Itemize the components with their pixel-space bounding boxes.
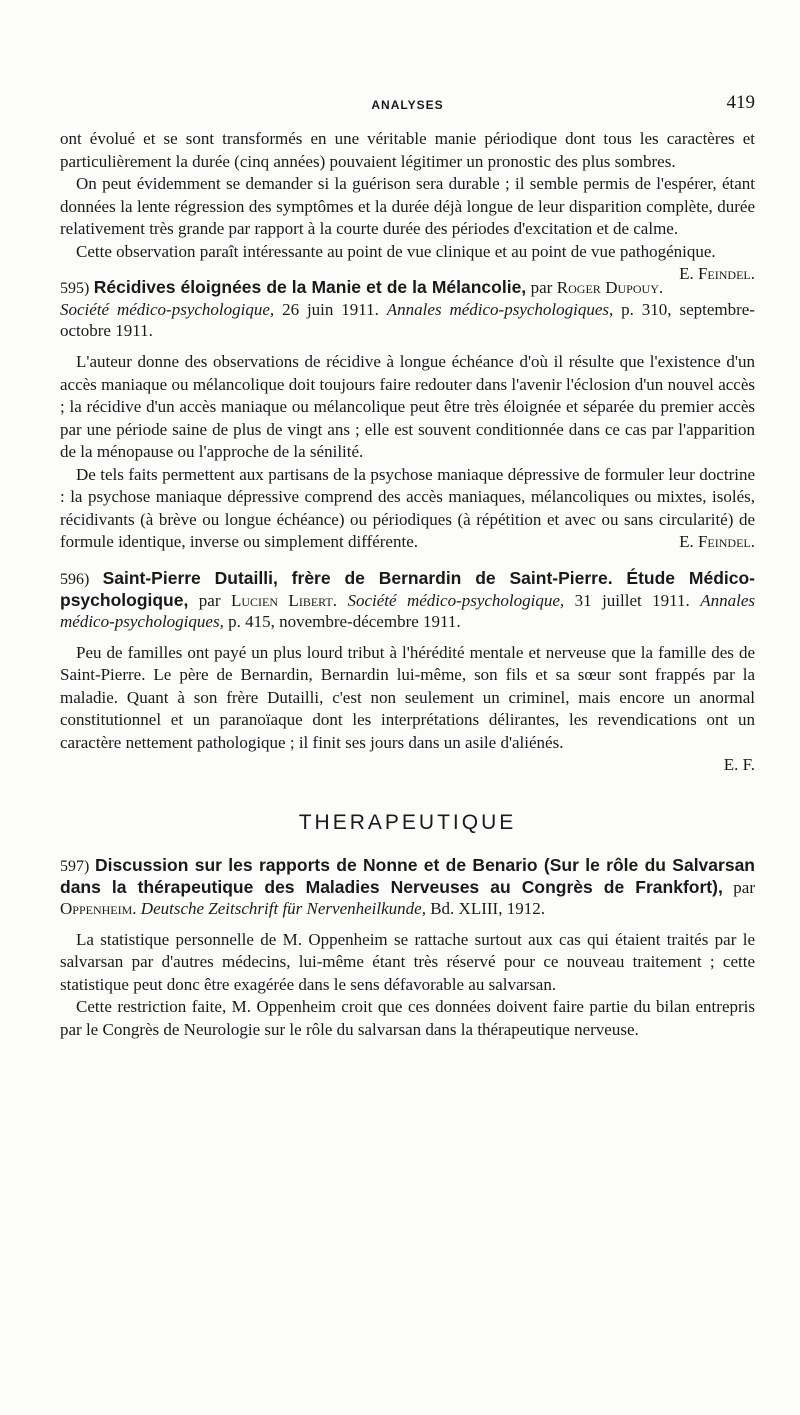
page (60, 92, 755, 1041)
intro-paragraph-3: Cette observation paraît intéressante au point de vue clinique et au point de vue pathogénique. E. Feindel. (60, 241, 755, 264)
entry-source: Société médico-psychologique, (60, 300, 275, 319)
entry-597 (60, 855, 755, 1042)
entry-number: 596) (60, 570, 90, 588)
entry-number: 595) (60, 280, 90, 297)
page-header (60, 92, 755, 122)
intro-paragraph-1: ont évolué et se sont transformés en une véritable manie périodique dont tous les caractères et particulièrement la durée (cinq années) pouvaient légitimer un pronostic des plus sombres. (60, 129, 755, 171)
intro-paragraph-2: On peut évidemment se demander si la guérison sera durable ; il semble permis de l'espérer, étant données la lente régression des symptômes et la durée déjà longue de leur disparition complète, durée relativement très grande par rapport à la courte durée des périodes d'excitation et de calme. (60, 174, 755, 238)
entry-title: Récidives éloignées de la Manie et de la Mélancolie, (93, 277, 527, 297)
signature: E. F. (723, 755, 755, 774)
section-heading: THERAPEUTIQUE (298, 810, 517, 834)
intro-section (60, 128, 755, 283)
entry-journal: Annales médico-psychologiques, (386, 300, 614, 319)
entry-source: Deutsche Zeitschrift für Nervenheilkunde, (140, 898, 426, 918)
entry-paragraph-2: Cette restriction faite, M. Oppenheim croit que ces données doivent faire partie du bilan entrepris par le Congrès de Neurologie sur le rôle du salvarsan dans la thérapeutique nerveuse. (60, 997, 755, 1039)
signature: E. Feindel. (679, 532, 755, 551)
entry-596 (60, 568, 755, 777)
entry-author: Roger Dupouy. (556, 278, 664, 297)
entry-author: Oppenheim. (60, 898, 137, 918)
entry-paragraph-1: L'auteur donne des observations de récidive à longue échéance d'où il résulte que l'existence d'un accès maniaque ou mélancolique doit toujours faire redouter dans l'avenir l'éclosion d'un nouvel accès ; la récidive d'un accès maniaque ou mélancolique peut être très éloignée et séparée du premier accès par une période saine de plus de vingt ans ; elle est souvent conditionnée dans ce cas par l'apparition de la ménopause ou l'approche de la sénilité. (60, 352, 755, 461)
signature: E. Feindel. (679, 264, 755, 283)
entry-author: Lucien Libert. (230, 590, 338, 610)
entry-source: Société médico-psychologique, (347, 590, 565, 610)
entry-595 (60, 277, 755, 554)
running-title: ANALYSES (371, 98, 444, 112)
entry-title: Saint-Pierre Dutailli, frère de Bernardin de Saint-Pierre. Étude Médico-psychologique, (60, 567, 755, 610)
entry-title: Discussion sur les rapports de Nonne et de Benario (Sur le rôle du Salvarsan dans la thérapeutique des Maladies Nerveuses au Congrès de Frankfort), (60, 854, 755, 897)
entry-heading: 597) Discussion sur les rapports de Nonne et de Benario (Sur le rôle du Salvarsan dans la thérapeutique des Maladies Nerveuses au Congrès de Frankfort), par Oppenheim. Deutsche Zeitschrift für Nervenheilkunde, Bd. XLIII, 1912. (60, 854, 755, 918)
entry-paragraph-2: De tels faits permettent aux partisans de la psychose maniaque dépressive de formuler leur doctrine : la psychose maniaque dépressive comprend des accès maniaques, mélancoliques ou mixtes, isolés, récidivants (à brève ou longue échéance) ou périodiques (à répétition et avec ou sans circularité) de formule identique, inverse ou simplement différente. E. Feindel. (60, 464, 755, 554)
entry-heading: 596) Saint-Pierre Dutailli, frère de Bernardin de Saint-Pierre. Étude Médico-psychologique, par Lucien Libert. Société médico-psychologique, 31 juillet 1911. Annales médico-psychologiques, p. 415, novembre-décembre 1911. (60, 567, 755, 631)
page-number: 419 (726, 92, 755, 113)
entry-journal: Annales médico-psychologiques, (60, 590, 755, 631)
entry-number: 597) (60, 857, 90, 875)
entry-heading: 595) Récidives éloignées de la Manie et de la Mélancolie, par Roger Dupouy. Société médico-psychologique, 26 juin 1911. Annales médico-psychologiques, p. 310, septembre-octobre 1911. (60, 277, 755, 340)
entry-paragraph-1: La statistique personnelle de M. Oppenheim se rattache surtout aux cas qui étaient traités par le salvarsan par d'autres médecins, lui-même étant très réservé pour ce nouveau traitement ; cette statistique peut donc être exagérée dans le sens défavorable au salvarsan. (60, 929, 755, 994)
entry-paragraph-1: Peu de familles ont payé un plus lourd tribut à l'hérédité mentale et nerveuse que la famille des de Saint-Pierre. Le père de Bernardin, Bernardin lui-même, son fils et sa sœur sont frappés par la maladie. Quant à son frère Dutailli, c'est non seulement un criminel, mais encore un anormal constitutionnel et un paranoïaque dont les interprétations délirantes, les revendications ont un caractère nettement pathologique ; il finit ses jours dans un asile d'aliénés. (60, 642, 755, 752)
